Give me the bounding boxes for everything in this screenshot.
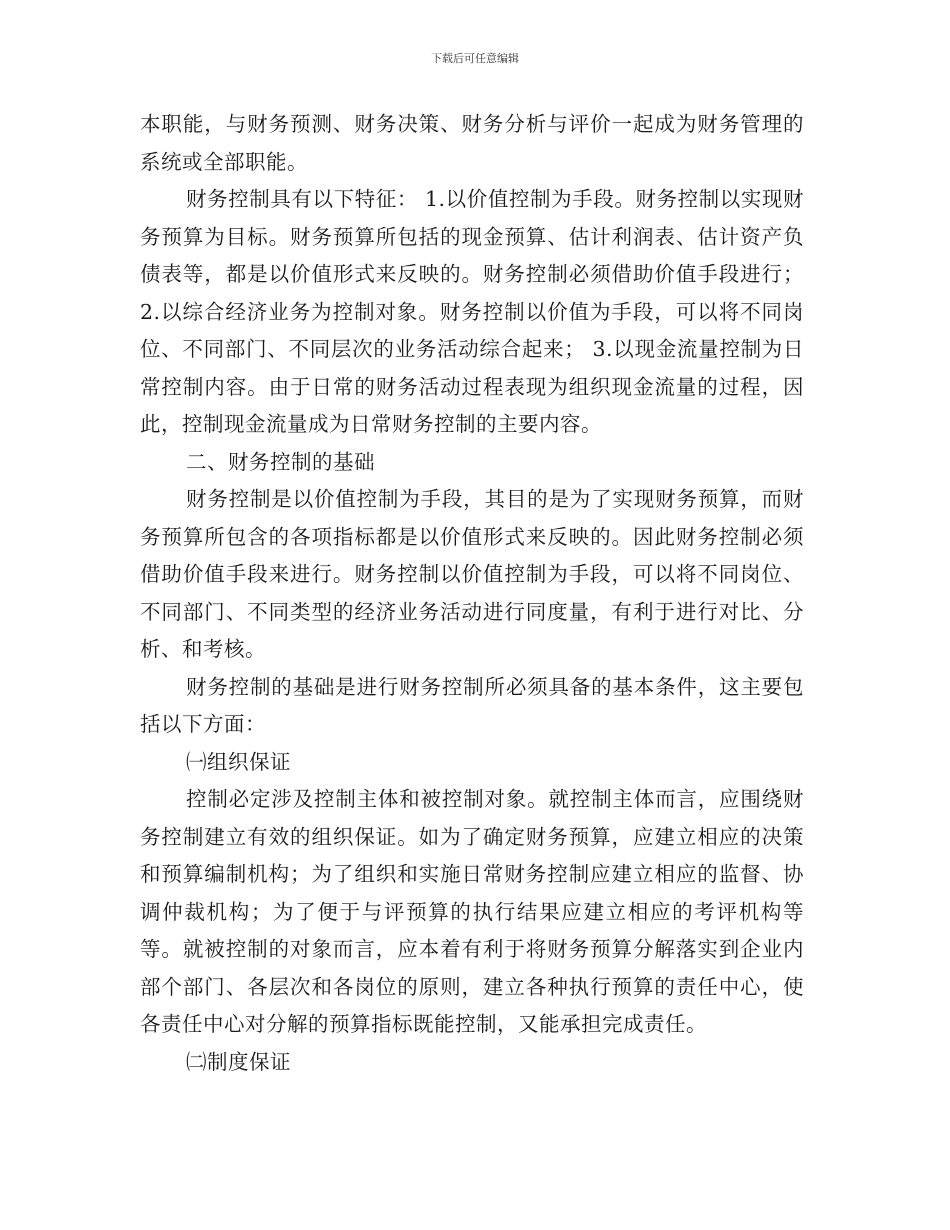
paragraph-features: 财务控制具有以下特征： 1.以价值控制为手段。财务控制以实现财务预算为目标。财务预算所包括的现金预算、估计利润表、估计资产负债表等，都是以价值形式来反映的。财务控制必须借助价值手段进行； 2.以综合经济业务为控制对象。财务控制以价值为手段，可以将不同岗位、不同部门、不同层次的业务活动综合起来； 3.以现金流量控制为日常控制内容。由于日常的财务活动过程表现为组织现金流量的过程，因此，控制现金流量成为日常财务控制的主要内容。 <box>140 187 804 436</box>
paragraph-organization: 控制必定涉及控制主体和被控制对象。就控制主体而言，应围绕财务控制建立有效的组织保证。如为了确定财务预算，应建立相应的决策和预算编制机构；为了组织和实施日常财务控制应建立相应的监督、协调仲裁机构；为了便于与评预算的执行结果应建立相应的考评机构等等。就被控制的对象而言，应本着有利于将财务预算分解落实到企业内部个部门、各层次和各岗位的原则，建立各种执行预算的责任中心，使各责任中心对分解的预算指标既能控制，又能承担完成责任。 <box>140 787 804 1036</box>
subheading-system: ㈡制度保证 <box>186 1049 291 1074</box>
document-body <box>140 106 804 1081</box>
paragraph-continuation: 本职能，与财务预测、财务决策、财务分析与评价一起成为财务管理的系统或全部职能。 <box>140 112 804 174</box>
paragraph-basis-intro: 财务控制是以价值控制为手段，其目的是为了实现财务预算，而财务预算所包含的各项指标都是以价值形式来反映的。因此财务控制必须借助价值手段来进行。财务控制以价值控制为手段，可以将不同岗位、不同部门、不同类型的经济业务活动进行同度量，有利于进行对比、分析、和考核。 <box>140 487 804 661</box>
page-header: 下载后可任意编辑 <box>431 52 519 65</box>
subheading-organization: ㈠组织保证 <box>186 749 291 774</box>
paragraph-basis-conditions: 财务控制的基础是进行财务控制所必须具备的基本条件，这主要包括以下方面： <box>140 674 804 736</box>
section-heading-basis: 二、财务控制的基础 <box>186 449 375 474</box>
